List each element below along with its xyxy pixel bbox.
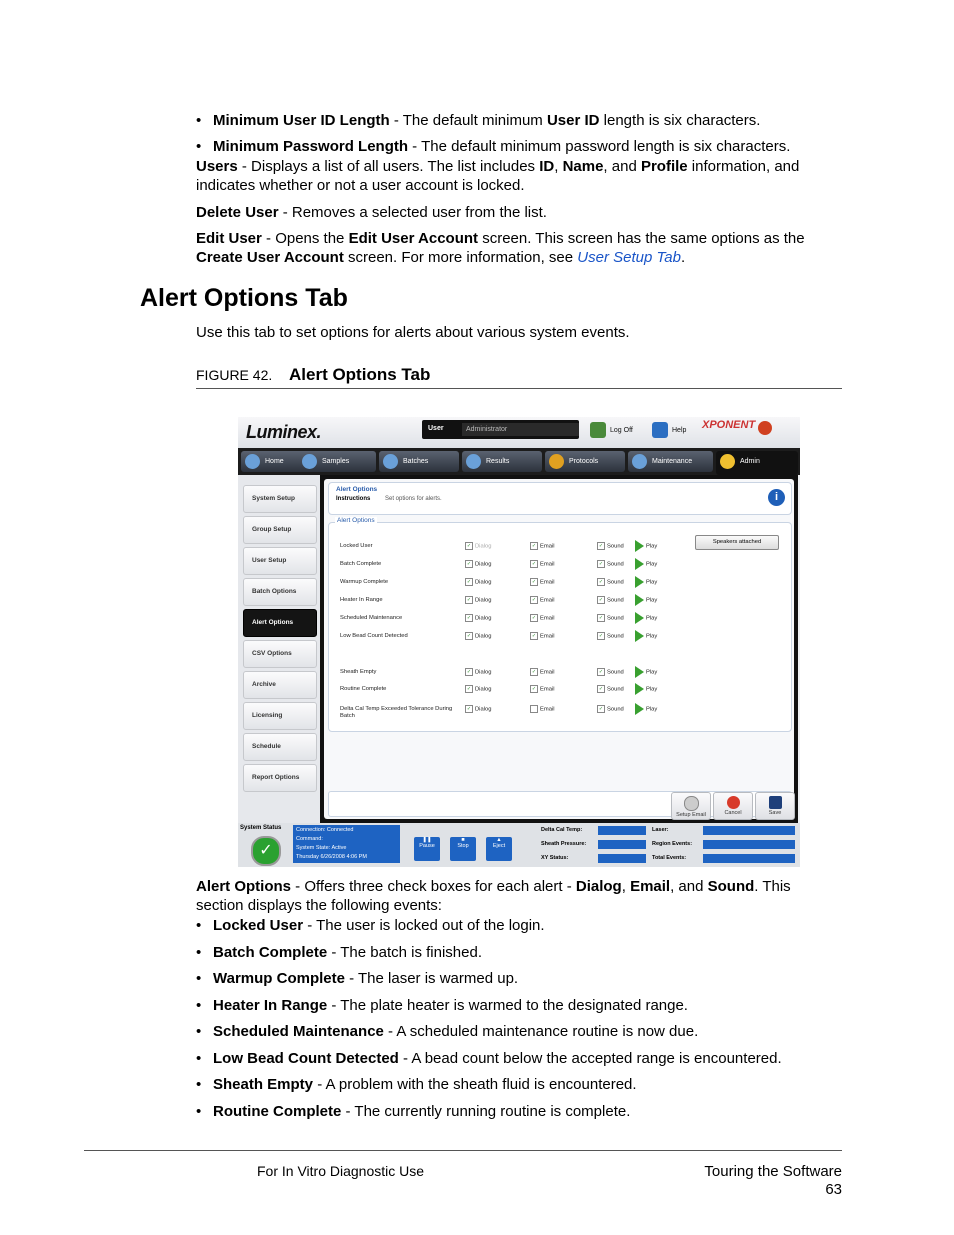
laser-value (703, 826, 795, 835)
software-screenshot (238, 417, 800, 867)
laser-label: Laser: (652, 827, 669, 833)
total-events-label: Total Events: (652, 855, 687, 861)
tab-home[interactable]: Home (241, 451, 321, 472)
dialog-checkbox[interactable]: ✓ Dialog (466, 669, 492, 676)
samples-icon (302, 454, 317, 469)
tab-batches[interactable]: Batches (379, 451, 459, 472)
logoff-icon (590, 422, 606, 438)
status-dot-icon (758, 421, 772, 435)
edit-user-paragraph: Edit User - Opens the Edit User Account screen. This screen has the same options as the Create User Account screen. For more information, see User Setup Tab. (196, 230, 805, 266)
figure-caption (196, 364, 842, 389)
email-checkbox[interactable]: ✓ Email (531, 561, 555, 568)
help-button[interactable]: Help (652, 422, 686, 440)
play-button[interactable]: Play (635, 703, 657, 715)
play-icon (635, 540, 644, 552)
play-icon (635, 594, 644, 606)
status-ok-icon: ✓ (251, 836, 281, 866)
content-panel-inner (324, 479, 794, 819)
play-icon (635, 703, 644, 715)
email-checkbox[interactable]: ✓ Email (531, 543, 555, 550)
event-bullet: • Locked User - The user is locked out of the login. (196, 917, 545, 934)
play-icon (635, 612, 644, 624)
dialog-checkbox[interactable]: ✓ Dialog (466, 579, 492, 586)
xy-status-label: XY Status: (541, 855, 569, 861)
tab-results[interactable]: Results (462, 451, 542, 472)
protocols-icon (549, 454, 564, 469)
sound-checkbox[interactable]: ✓ Sound (598, 543, 624, 550)
pause-button[interactable]: ❚❚ Pause (414, 837, 440, 861)
email-checkbox[interactable]: ✓ Email (531, 686, 555, 693)
email-checkbox[interactable]: ✓ Email (531, 633, 555, 640)
speakers-attached-button[interactable]: Speakers attached (695, 535, 779, 550)
status-bar (238, 823, 800, 867)
sound-checkbox[interactable]: ✓ Sound (598, 669, 624, 676)
delete-user-paragraph: Delete User - Removes a selected user from the list. (196, 204, 547, 221)
footer-right: Touring the Software 63 (704, 1163, 842, 1198)
sound-checkbox[interactable]: ✓ Sound (598, 615, 624, 622)
play-button[interactable]: Play (635, 666, 657, 678)
sidebar-item-user-setup[interactable]: User Setup (243, 547, 317, 575)
bullet-min-password: • Minimum Password Length - The default minimum password length is six characters. (196, 138, 791, 155)
play-icon (635, 558, 644, 570)
top-bar (238, 417, 800, 448)
total-events-value (703, 854, 795, 863)
event-bullet: • Low Bead Count Detected - A bead count below the accepted range is encountered. (196, 1050, 782, 1067)
play-button[interactable]: Play (635, 683, 657, 695)
alert-name: Sheath Empty (340, 669, 377, 675)
sidebar-item-system-setup[interactable]: System Setup (243, 485, 317, 513)
sidebar-item-licensing[interactable]: Licensing (243, 702, 317, 730)
region-events-value (703, 840, 795, 849)
save-button[interactable]: Save (755, 792, 795, 820)
play-button[interactable]: Play (635, 630, 657, 642)
alert-name: Low Bead Count Detected (340, 633, 408, 639)
alert-row (329, 614, 789, 630)
dialog-checkbox[interactable]: ✓ Dialog (466, 615, 492, 622)
dialog-checkbox[interactable]: ✓ Dialog (466, 561, 492, 568)
alert-name: Locked User (340, 543, 373, 549)
play-button[interactable]: Play (635, 540, 657, 552)
alert-row (329, 705, 789, 721)
alert-row (329, 668, 789, 684)
dialog-checkbox[interactable]: ✓ Dialog (466, 597, 492, 604)
alert-row (329, 632, 789, 648)
delta-cal-temp-value (598, 826, 646, 835)
user-setup-tab-link[interactable]: User Setup Tab (577, 249, 681, 266)
sidebar-item-alert-options[interactable]: Alert Options (243, 609, 317, 637)
home-icon (245, 454, 260, 469)
alert-options-group (328, 517, 792, 732)
sidebar-item-schedule[interactable]: Schedule (243, 733, 317, 761)
cancel-button[interactable]: Cancel (713, 792, 753, 820)
footer-rule (84, 1150, 842, 1151)
section-heading: Alert Options Tab (140, 284, 348, 312)
email-checkbox[interactable]: Email (530, 705, 555, 713)
alert-name: Heater In Range (340, 597, 383, 603)
tab-admin[interactable]: Admin (716, 451, 798, 475)
sound-checkbox[interactable]: ✓ Sound (598, 706, 624, 713)
play-icon (635, 630, 644, 642)
cancel-icon (727, 796, 740, 809)
email-checkbox[interactable]: ✓ Email (531, 579, 555, 586)
tab-protocols[interactable]: Protocols (545, 451, 625, 472)
instructions-text: Set options for alerts. (385, 496, 442, 502)
sound-checkbox[interactable]: ✓ Sound (598, 686, 624, 693)
section-intro: Use this tab to set options for alerts about various system events. (196, 324, 630, 341)
alert-row (329, 560, 789, 576)
dialog-checkbox[interactable]: ✓ Dialog (466, 686, 492, 693)
stop-button[interactable]: ■ Stop (450, 837, 476, 861)
help-icon (652, 422, 668, 438)
alert-name: Batch Complete (340, 561, 382, 567)
alert-row (329, 685, 789, 701)
play-icon (635, 683, 644, 695)
admin-sidebar (238, 475, 320, 823)
alert-row (329, 596, 789, 612)
sheath-pressure-label: Sheath Pressure: (541, 841, 587, 847)
save-icon (769, 796, 782, 809)
footer-left: For In Vitro Diagnostic Use (257, 1163, 425, 1179)
alert-name: Warmup Complete (340, 579, 389, 585)
instructions-header (328, 482, 792, 515)
email-checkbox[interactable]: ✓ Email (531, 597, 555, 604)
users-paragraph: Users - Displays a list of all users. The list includes ID, Name, and Profile information, and indicates whether or not a user account is locked. (196, 158, 800, 194)
user-box (422, 420, 579, 439)
instructions-label: Instructions (336, 496, 371, 502)
content-panel (320, 475, 798, 823)
tab-samples[interactable]: Samples (298, 451, 376, 472)
setup-email-button[interactable]: Setup Email (671, 792, 711, 820)
dialog-checkbox[interactable]: ✓ Dialog (466, 543, 492, 550)
group-label: Alert Options (337, 517, 375, 524)
dialog-checkbox[interactable]: ✓ Dialog (466, 633, 492, 640)
play-button[interactable]: Play (635, 576, 657, 588)
alert-options-paragraph: Alert Options - Offers three check boxes for each alert - Dialog, Email, and Sound. This section displays the following events: (196, 878, 791, 914)
bottom-action-bar (328, 791, 792, 817)
delta-cal-temp-label: Delta Cal Temp: (541, 827, 583, 833)
region-events-label: Region Events: (652, 841, 693, 847)
admin-icon (720, 454, 735, 469)
sound-checkbox[interactable]: ✓ Sound (598, 633, 624, 640)
play-button[interactable]: Play (635, 594, 657, 606)
sidebar-item-batch-options[interactable]: Batch Options (243, 578, 317, 606)
dialog-checkbox[interactable]: ✓ Dialog (466, 706, 492, 713)
event-bullet: • Batch Complete - The batch is finished. (196, 944, 482, 961)
results-icon (466, 454, 481, 469)
event-bullet: • Warmup Complete - The laser is warmed up. (196, 970, 519, 987)
sound-checkbox[interactable]: ✓ Sound (598, 579, 624, 586)
play-button[interactable]: Play (635, 558, 657, 570)
bullet-min-user-id: • Minimum User ID Length - The default minimum User ID length is six characters. (196, 112, 761, 129)
event-bullet: • Scheduled Maintenance - A scheduled maintenance routine is now due. (196, 1023, 699, 1040)
alert-name: Routine Complete (340, 686, 387, 692)
connection-box: Connection: Connected Command: System State: Active Thursday 6/26/2008 4:06 PM (293, 825, 400, 863)
sound-checkbox[interactable]: ✓ Sound (598, 561, 624, 568)
email-checkbox[interactable]: ✓ Email (531, 615, 555, 622)
sidebar-item-report-options[interactable]: Report Options (243, 764, 317, 792)
play-button[interactable]: Play (635, 612, 657, 624)
system-status-label: System Status (240, 825, 282, 831)
event-bullet: • Heater In Range - The plate heater is warmed to the designated range. (196, 997, 688, 1014)
eject-button[interactable]: ▲ Eject (486, 837, 512, 861)
batches-icon (383, 454, 398, 469)
sheath-pressure-value (598, 840, 646, 849)
sidebar-item-archive[interactable]: Archive (243, 671, 317, 699)
header-title: Alert Options (336, 486, 378, 493)
control-buttons (402, 825, 532, 863)
sidebar-item-csv-options[interactable]: CSV Options (243, 640, 317, 668)
tab-maintenance[interactable]: Maintenance (628, 451, 713, 472)
figure-number: FIGURE 42. (196, 367, 273, 383)
user-value: Administrator (462, 423, 579, 436)
sidebar-item-group-setup[interactable]: Group Setup (243, 516, 317, 544)
maintenance-icon (632, 454, 647, 469)
play-icon (635, 666, 644, 678)
alert-row (329, 578, 789, 594)
play-icon (635, 576, 644, 588)
logoff-button[interactable]: Log Off (590, 422, 633, 440)
main-tabs (238, 448, 800, 475)
xponent-logo: XPONENT (702, 419, 756, 431)
event-bullet: • Routine Complete - The currently running routine is complete. (196, 1103, 631, 1120)
alert-name: Delta Cal Temp Exceeded Tolerance During Batch (340, 706, 453, 719)
alert-row (329, 542, 789, 558)
figure-title: Alert Options Tab (289, 365, 431, 384)
alert-name: Scheduled Maintenance (340, 615, 403, 621)
info-icon[interactable]: i (768, 489, 785, 506)
luminex-logo: Luminex. (246, 422, 322, 442)
user-label: User (428, 425, 444, 432)
xy-status-value (598, 854, 646, 863)
email-icon (684, 796, 699, 811)
event-bullet: • Sheath Empty - A problem with the sheath fluid is encountered. (196, 1076, 637, 1093)
sound-checkbox[interactable]: ✓ Sound (598, 597, 624, 604)
email-checkbox[interactable]: ✓ Email (531, 669, 555, 676)
